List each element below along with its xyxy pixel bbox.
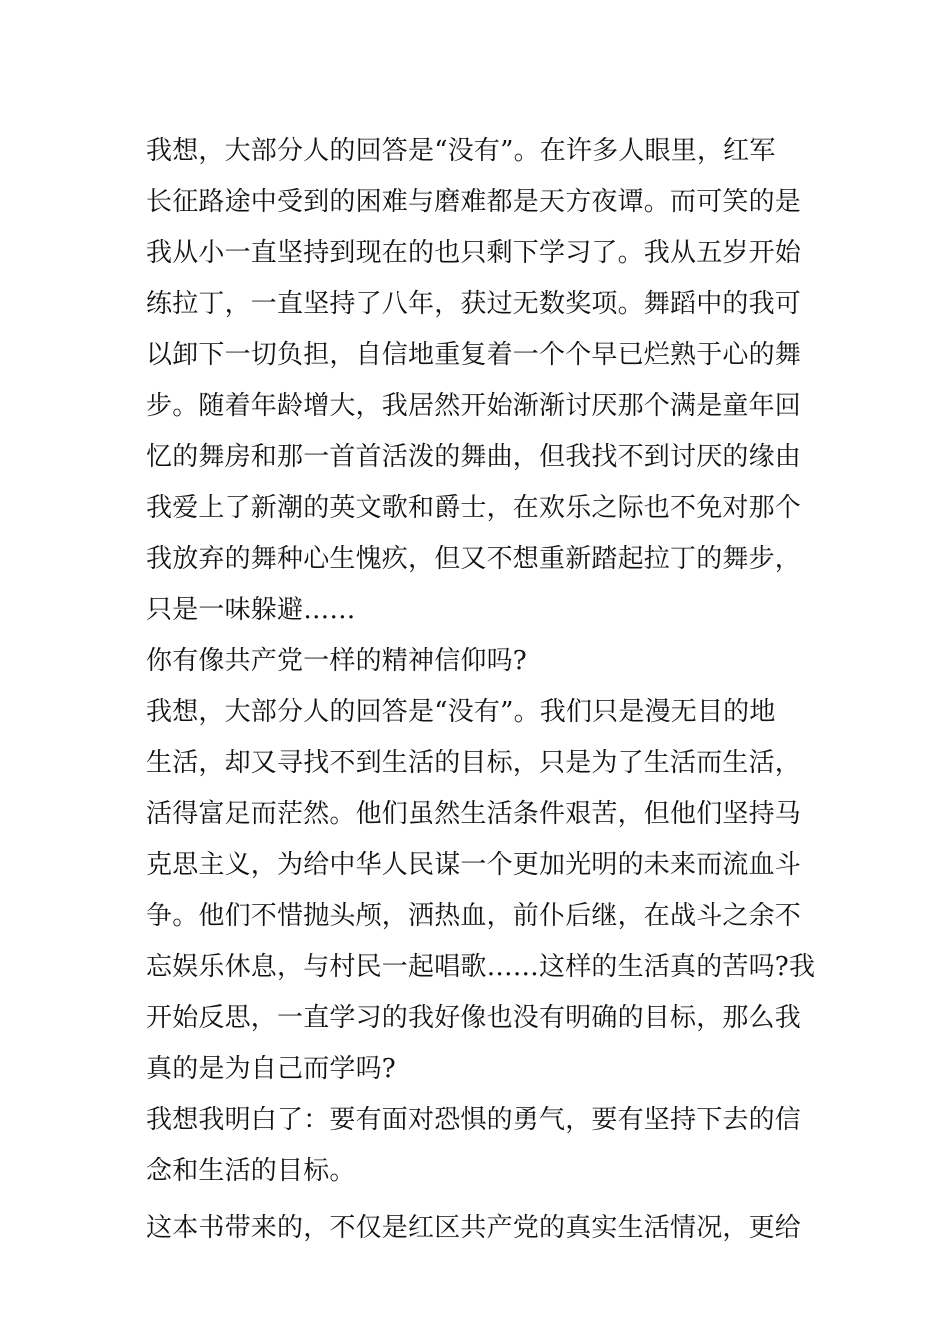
text-line: 以卸下一切负担，自信地重复着一个个早已烂熟于心的舞 <box>146 340 802 370</box>
text-line: 我想，大部分人的回答是“没有”。我们只是漫无目的地 <box>146 697 776 727</box>
text-line: 我爱上了新潮的英文歌和爵士，在欢乐之际也不免对那个 <box>146 493 802 523</box>
text-line: 我放弃的舞种心生愧疚，但又不想重新踏起拉丁的舞步， <box>146 544 802 574</box>
text-line: 真的是为自己而学吗? <box>146 1054 396 1084</box>
text-line: 我从小一直坚持到现在的也只剩下学习了。我从五岁开始 <box>146 238 802 268</box>
text-line: 克思主义，为给中华人民谋一个更加光明的未来而流血斗 <box>146 850 802 880</box>
text-line: 生活，却又寻找不到生活的目标，只是为了生活而生活， <box>146 748 802 778</box>
text-line: 忆的舞房和那一首首活泼的舞曲，但我找不到讨厌的缘由 <box>146 442 802 472</box>
text-line: 练拉丁，一直坚持了八年，获过无数奖项。舞蹈中的我可 <box>146 289 802 319</box>
text-line: 你有像共产党一样的精神信仰吗? <box>146 646 527 676</box>
text-line: 忘娱乐休息，与村民一起唱歌……这样的生活真的苦吗?我 <box>146 952 816 982</box>
text-line: 活得富足而茫然。他们虽然生活条件艰苦，但他们坚持马 <box>146 799 802 829</box>
text-line: 我想我明白了：要有面对恐惧的勇气，要有坚持下去的信 <box>146 1105 802 1135</box>
text-line: 念和生活的目标。 <box>146 1156 356 1186</box>
text-line: 开始反思，一直学习的我好像也没有明确的目标，那么我 <box>146 1003 802 1033</box>
body-text <box>146 126 826 1254</box>
text-line: 争。他们不惜抛头颅，洒热血，前仆后继，在战斗之余不 <box>146 901 802 931</box>
text-line: 步。随着年龄增大，我居然开始渐渐讨厌那个满是童年回 <box>146 391 802 421</box>
text-line: 只是一味躲避…… <box>146 595 356 625</box>
text-line: 这本书带来的，不仅是红区共产党的真实生活情况，更给 <box>146 1213 802 1243</box>
text-line: 我想，大部分人的回答是“没有”。在许多人眼里，红军 <box>146 136 776 166</box>
text-line: 长征路途中受到的困难与磨难都是天方夜谭。而可笑的是 <box>146 187 802 217</box>
